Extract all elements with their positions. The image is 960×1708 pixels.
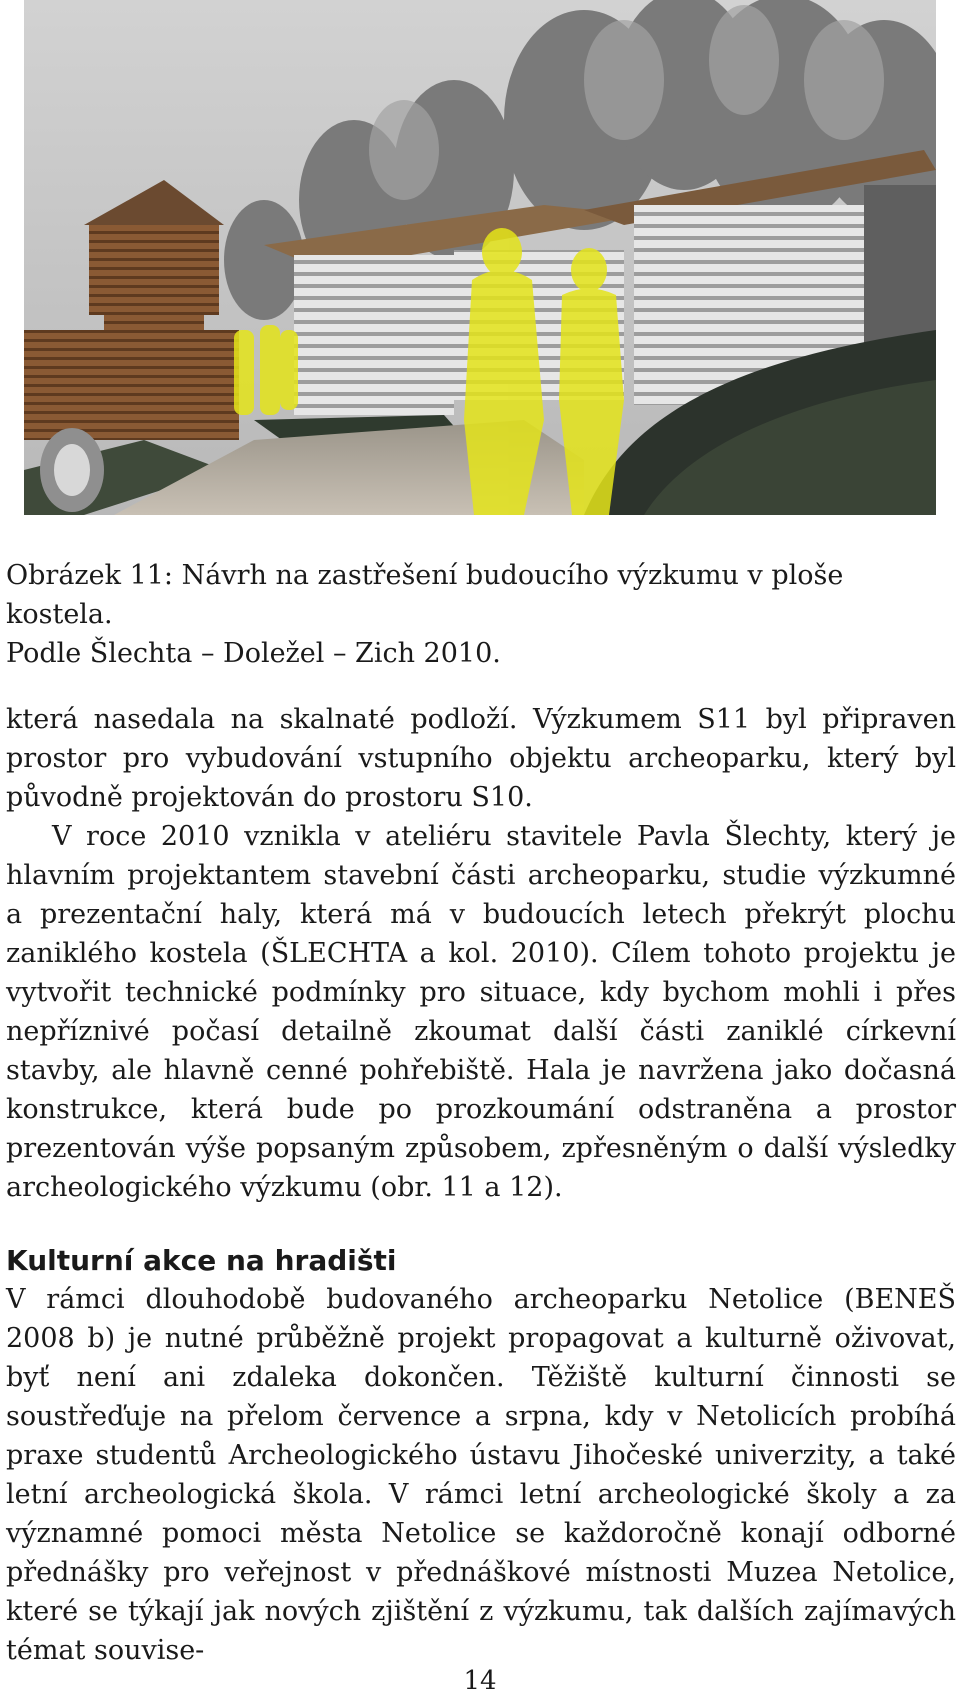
figure-caption — [6, 556, 954, 673]
architectural-rendering-image — [24, 0, 936, 515]
caption-line-1: Obrázek 11: Návrh na zastřešení budoucího výzkumu v ploše kostela. — [6, 560, 844, 630]
section-heading: Kulturní akce na hradišti — [6, 1244, 397, 1277]
paragraph-2: V roce 2010 vznikla v ateliéru stavitele Pavla Šlechty, který je hlavním projektantem stavební části archeoparku, studie výzkumné a prezentační haly, která má v budoucích letech překrýt plochu zaniklého kostela (ŠLECHTA a kol. 2010). Cílem tohoto projektu je vytvořit technické podmínky pro situace, kdy bychom mohli i přes nepříznivé počasí detailně zkoumat další části zaniklé církevní stavby, ale hlavně cenné pohřebiště. Hala je navržena jako dočasná konstrukce, která bude po prozkoumání odstraněna a prostor prezentován výše popsaným způsobem, zpřesněným o další výsledky archeologického výzkumu (obr. 11 a 12). — [6, 821, 956, 1203]
paragraph-1: která nasedala na skalnaté podloží. Výzkumem S11 byl připraven prostor pro vybudování vstupního objektu archeoparku, který byl původně projektován do prostoru S10. — [6, 704, 956, 813]
section-paragraph: V rámci dlouhodobě budovaného archeoparku Netolice (BENEŠ 2008 b) je nutné průběžně projekt propagovat a kulturně oživovat, byť není ani zdaleka dokončen. Těžiště kulturní činnosti se soustřeďuje na přelom července a srpna, kdy v Netolicích probíhá praxe studentů Archeologického ústavu Jihočeské univerzity, a také letní archeologická škola. V rámci letní archeologické školy a za významné pomoci města Netolice se každoročně konají odborné přednášky pro veřejnost v přednáškové místnosti Muzea Netolice, které se týkají jak nových zjištění z výzkumu, tak dalších zajímavých témat souvise- — [6, 1284, 956, 1666]
caption-line-2: Podle Šlechta – Doležel – Zich 2010. — [6, 638, 501, 669]
page-number: 14 — [463, 1666, 497, 1696]
body-text — [6, 700, 956, 1207]
